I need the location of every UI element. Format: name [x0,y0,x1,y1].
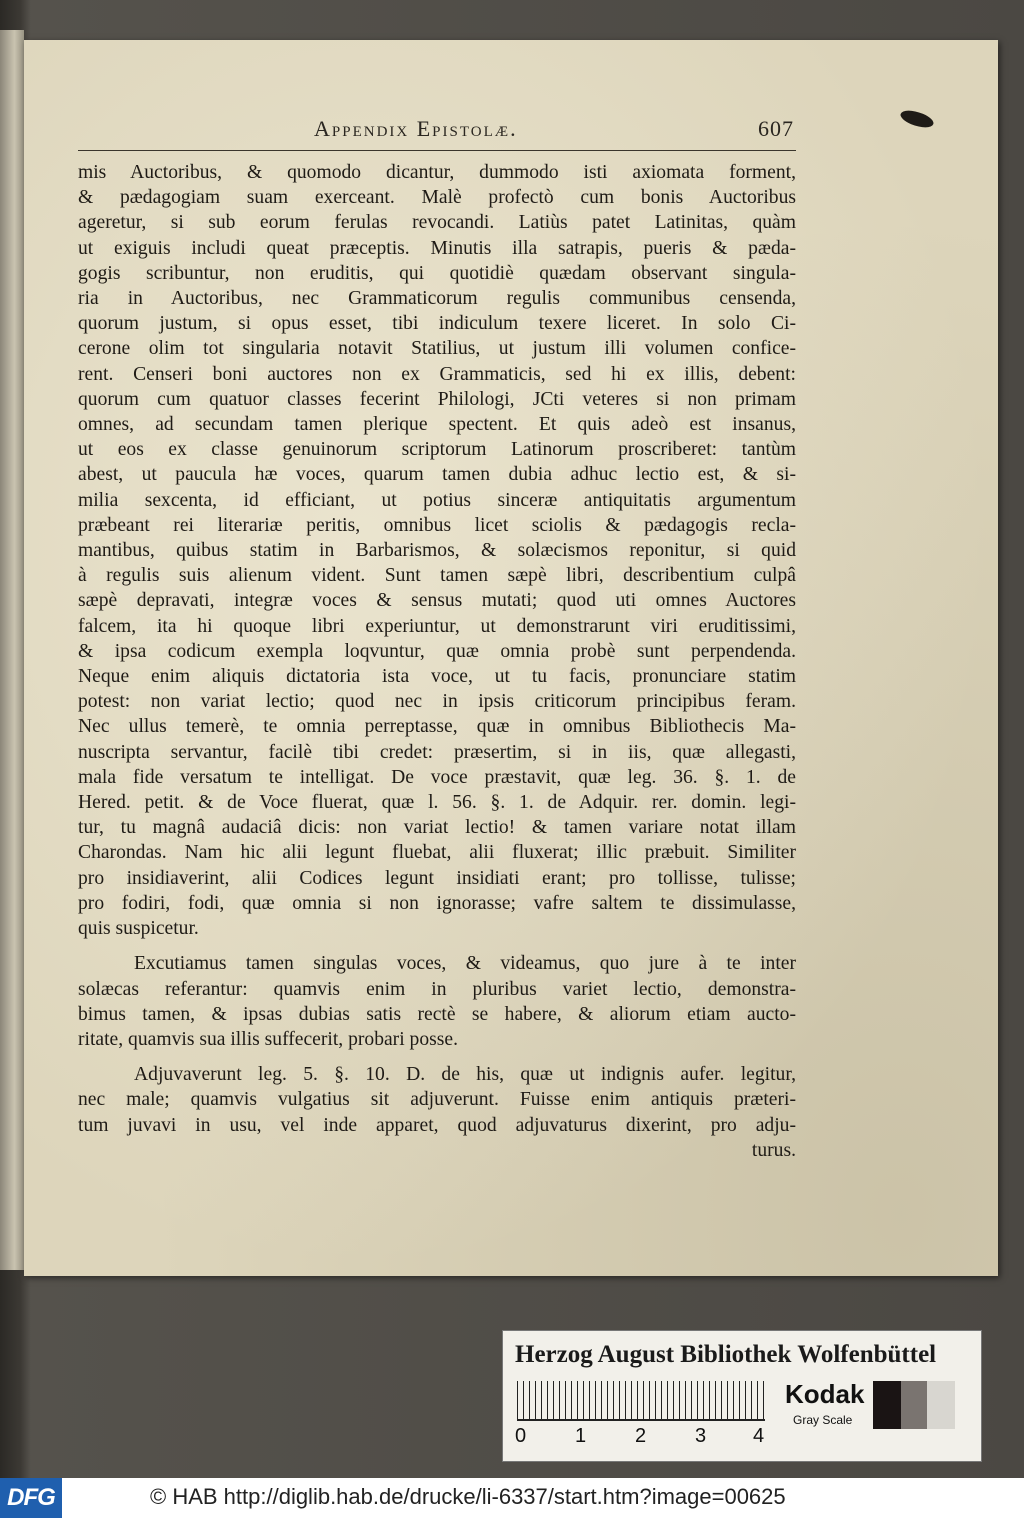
text-line: pro fodiri, fodi, quæ omnia si non ignorasse; vafre saltem te dissimulasse, [78,892,796,914]
gray-swatch [927,1381,955,1429]
text-line: ut eos ex classe genuinorum scriptorum Latinorum proscriberet: tantùm [78,439,796,461]
text-line: quorum cum quatuor classes fecerint Philologi, JCti veteres si non primam [78,388,796,410]
text-line: nuscripta servantur, facilè tibi credet: præsertim, si in iis, quæ allegasti, [78,741,796,763]
text-line: cerone olim tot singularia notavit Statilius, ut justum illi volumen confice- [78,338,796,360]
running-head: Appendix Epistolæ. [314,116,518,141]
page-header [314,116,794,146]
text-line: solæcas referantur: quamvis enim in pluribus variet lectio, demonstra- [78,978,796,1000]
ruler-number: 1 [575,1425,587,1447]
text-line: & pædagogiam suam exerceant. Malè profectò cum bonis Auctoribus [78,187,796,209]
text-line: potest: non variat lectio; quod nec in ipsis criticorum principibus feram. [78,691,796,713]
text-line: pro insidiaverint, alii Codices legunt insidiati erant; pro tollisse, tulisse; [78,867,796,889]
text-line: quorum justum, si opus esset, tibi indiculum texere liceret. In solo Ci- [78,313,796,335]
text-line: rent. Censeri boni auctores non ex Grammaticis, sed hi ex illis, debent: [78,363,796,385]
body-text [78,160,796,1163]
text-line: mis Auctoribus, & quomodo dicantur, dummodo isti axiomata forment, [78,162,796,183]
text-line: Excutiamus tamen singulas voces, & videamus, quo jure à te inter [134,953,796,975]
text-line: nec male; quamvis vulgatius sit adjuverunt. Fuisse enim antiquis præteri- [78,1089,796,1111]
text-line: bimus tamen, & ipsas dubias satis rectè se habere, & aliorum etiam aucto- [78,1003,796,1025]
library-color-target [502,1330,982,1462]
paragraph-3 [78,1062,796,1163]
adjacent-page-edge [0,30,24,1270]
text-line: quis suspicetur. [78,918,199,940]
text-line: Charondas. Nam hic alii legunt fluebat, alii fluxerat; illic præbuit. Similiter [78,842,796,864]
text-line: ria in Auctoribus, nec Grammaticorum regulis communibus censenda, [78,288,796,310]
paragraph-2 [78,951,796,1052]
text-line: Adjuvaverunt leg. 5. §. 10. D. de his, quæ ut indignis aufer. legitur, [134,1064,796,1086]
paragraph-1 [78,160,796,941]
text-line: à regulis suis alienum vident. Sunt tamen sæpè libri, describentium culpâ [78,565,796,587]
text-line: & ipsa codicum exempla loqvuntur, quæ omnia probè sunt perpendenda. [78,640,796,662]
ruler-number: 4 [753,1425,765,1447]
text-line: omnes, ad secundam tamen plerique spectent. Et quis adeò est insanus, [78,414,796,436]
scale-ruler [517,1381,765,1421]
text-line: falcem, ita hi quoque libri experiuntur, ut demonstrarunt viri eruditissimi, [78,615,796,637]
text-line: mala fide versatum te intelligat. De voce præstavit, quæ leg. 36. §. 1. de [78,766,796,788]
library-name: Herzog August Bibliothek Wolfenbüttel [515,1341,937,1368]
text-line: præbeant rei literariæ peritis, omnibus licet sciolis & pædagogis recla- [78,514,796,536]
ruler-number: 0 [515,1425,527,1447]
ruler-number: 2 [635,1425,647,1447]
text-line: ritate, quamvis sua illis suffecerit, probari posse. [78,1028,458,1050]
text-line: tum juvavi in usu, vel inde apparet, quod adjuvaturus dixerint, pro adju- [78,1114,796,1136]
text-line: Hered. petit. & de Voce fluerat, quæ l. 56. §. 1. de Adquir. rer. domin. legi- [78,792,796,814]
text-line: mantibus, quibus statim in Barbarismos, & solæcismos reponitur, si quid [78,540,796,562]
kodak-subtitle: Gray Scale [793,1413,853,1427]
text-line: ut exiguis includi queat præceptis. Minutis illa satrapis, pueris & pæda- [78,237,796,259]
text-line: milia sexcenta, id efficiant, ut potius sinceræ antiquitatis argumentum [78,489,796,511]
kodak-brand: Kodak [785,1379,865,1409]
text-line: gogis scribuntur, non eruditis, qui quotidiè quædam observant singula- [78,262,796,284]
text-line: sæpè depravati, integræ voces & sensus mutati; quod uti omnes Auctores [78,590,796,612]
text-line: abest, ut paucula hæ voces, quarum tamen dubia adhuc lectio est, & si- [78,464,796,486]
text-line: Nec ullus temerè, te omnia perreptasse, quæ in omnibus Bibliothecis Ma- [78,716,796,738]
copyright-link[interactable]: © HAB http://diglib.hab.de/drucke/li-6337/start.htm?image=00625 [150,1484,786,1509]
text-line: Neque enim aliquis dictatoria ista voce, ut tu facis, pronunciare statim [78,666,796,688]
dfg-logo: DFG [0,1478,62,1518]
gray-swatch [901,1381,927,1429]
page-number: 607 [758,116,794,141]
text-line: ageretur, si sub eorum ferulas revocandi. Latiùs patet Latinitas, quàm [78,212,796,234]
text-line: tur, tu magnâ audaciâ dicis: non variat lectio! & tamen variare notat illam [78,817,796,839]
ruler-number: 3 [695,1425,707,1447]
gray-swatch [873,1381,901,1429]
text-line: turus. [751,1139,796,1161]
header-rule [78,150,796,151]
